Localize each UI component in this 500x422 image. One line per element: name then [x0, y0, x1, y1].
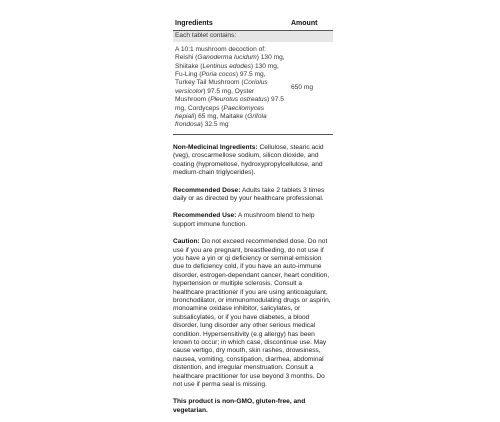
section-text: A mushroom blend to help support immune function.: [173, 212, 315, 228]
recommended-use: [173, 212, 333, 229]
ingredient-item: Oyster Mushroom (Pleurotus ostreatus) 97.5 mg,: [175, 87, 284, 112]
ingredient-item: Turkey Tail Mushroom (Coriolus versicolor) 97.5 mg,: [175, 79, 268, 95]
ingredient-item: Shiitake (Lentinus edodes) 130 mg,: [175, 62, 279, 70]
ingredients-table-header: [173, 20, 333, 30]
section-label: Caution:: [173, 238, 200, 246]
ingredient-item: Reishi (Ganoderma lucidum) 130 mg,: [175, 54, 285, 62]
ingredient-item: Cordyceps (Paecilomyces hepiali) 65 mg,: [175, 104, 265, 121]
section-text: Do not exceed recommended dose. Do not use if you are pregnant, breastfeeding, do not use if you have a yin or qi deficiency or seminal emission due to deficiency cold, if you have an auto-immune disorder, estrogen-dependant cancer, heart condition, hypertension or multiple sclerosis. Consult a healthcare practitioner if you are using anticoagulant, bronchodilator, or immunomodulating drugs or aspirin, monoamine oxidase inhibitor, salicylates, or subsalicylates, or if you have diabetes, a blood disorder, lung disorder any other serious medical condition. Hypersensitivity (e.g allergy) has been known to occur; in which case, discontinue use. May cause vertigo, dry mouth, skin rashes, drowsiness, nausea, vomiting, constipation, diarrhea, abdominal distention, and irregular menstruation. Consult a healthcare practitioner for use beyond 3 months. Do not use if perma seal is missing.: [173, 238, 331, 389]
ingredients-column-header: Ingredients: [175, 20, 213, 27]
ingredient-description: [175, 46, 287, 130]
ingredient-item: Fu-Ling (Poria cocos) 97.5 mg,: [175, 71, 266, 79]
section-label: Recommended Use:: [173, 212, 237, 220]
section-label: Recommended Dose:: [173, 186, 241, 194]
ingredient-amount: 650 mg: [291, 83, 313, 91]
non-medicinal-ingredients: [173, 144, 333, 178]
table-subheader: Each tablet contains:: [173, 30, 333, 41]
ingredient-item: Maitake (Grifola frondosa) 32.5 mg: [175, 113, 267, 129]
section-text: Cellulose, stearic acid (veg), croscarmellose sodium, silicon dioxide, and coating (hypromellose, hydroxypropylcellulose, and medium-chain triglycerides).: [173, 143, 324, 177]
section-label: Non-Medicinal Ingredients:: [173, 143, 258, 151]
supplement-label: [173, 20, 333, 422]
caution: [173, 238, 333, 389]
amount-column-header: Amount: [291, 20, 318, 27]
product-claims: This product is non-GMO, gluten-free, and vegetarian.: [173, 398, 306, 414]
recommended-dose: [173, 187, 333, 204]
decoction-intro: A 10:1 mushroom decoction of:: [175, 45, 266, 53]
ingredient-row: [173, 42, 333, 135]
section-text: Adults take 2 tablets 3 times daily or as directed by your healthcare professional.: [173, 186, 325, 202]
